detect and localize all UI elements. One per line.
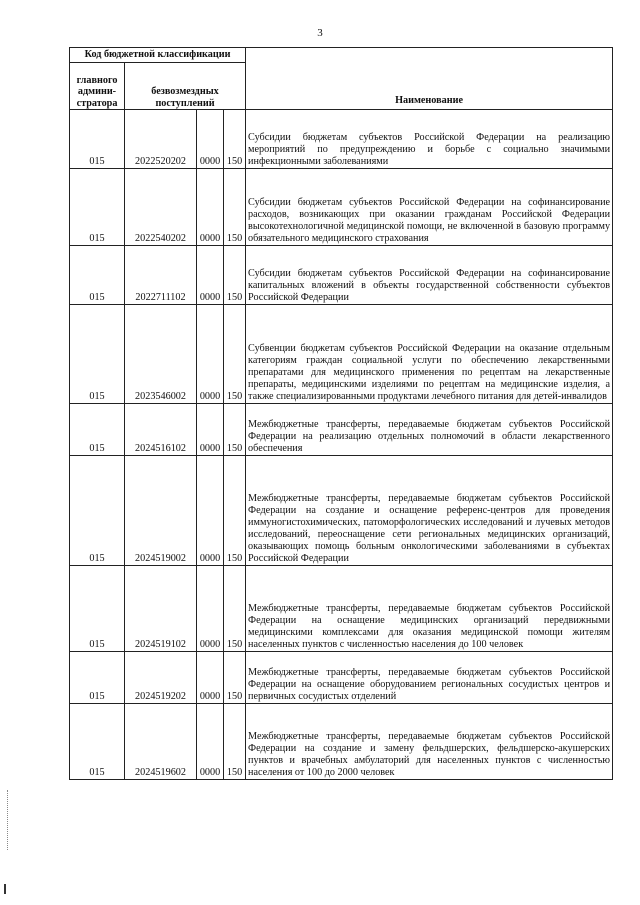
description-cell: Межбюджетные трансферты, передаваемые бюджетам субъектов Российской Федерации на реализацию отдельных полномочий в области лекарственного обеспечения xyxy=(246,404,613,456)
kind-code-cell: 150 xyxy=(224,704,246,780)
table-row xyxy=(70,110,613,169)
kind-code-cell: 150 xyxy=(224,404,246,456)
subcode-cell: 0000 xyxy=(197,169,224,246)
description-cell: Субсидии бюджетам субъектов Российской Федерации на софинансирование расходов, возникающих при оказании гражданам Российской Федерации высокотехнологичной медицинской помощи, не включенной в базовую программу обязательного медицинского страхования xyxy=(246,169,613,246)
kind-code-cell: 150 xyxy=(224,305,246,404)
admin-code-cell: 015 xyxy=(70,305,125,404)
header-classification-code: Код бюджетной классификации xyxy=(70,48,246,63)
subcode-cell: 0000 xyxy=(197,110,224,169)
table-row xyxy=(70,704,613,780)
header-admin: главного админи-стратора xyxy=(70,63,125,110)
subcode-cell: 0000 xyxy=(197,246,224,305)
kind-code-cell: 150 xyxy=(224,566,246,652)
table-row xyxy=(70,246,613,305)
budget-code-cell: 2022540202 xyxy=(125,169,197,246)
admin-code-cell: 015 xyxy=(70,404,125,456)
description-cell: Межбюджетные трансферты, передаваемые бюджетам субъектов Российской Федерации на оснащение оборудованием региональных сосудистых центров и первичных сосудистых отделений xyxy=(246,652,613,704)
admin-code-cell: 015 xyxy=(70,704,125,780)
table-row xyxy=(70,456,613,566)
budget-code-cell: 2023546002 xyxy=(125,305,197,404)
budget-code-cell: 2024519602 xyxy=(125,704,197,780)
description-cell: Межбюджетные трансферты, передаваемые бюджетам субъектов Российской Федерации на оснащение медицинских организаций передвижными медицинскими комплексами для оказания медицинской помощи жителям населенных пунктов с численностью населения до 100 человек xyxy=(246,566,613,652)
subcode-cell: 0000 xyxy=(197,456,224,566)
admin-code-cell: 015 xyxy=(70,169,125,246)
kind-code-cell: 150 xyxy=(224,652,246,704)
description-cell: Межбюджетные трансферты, передаваемые бюджетам субъектов Российской Федерации на создание и оснащение референс-центров для проведения иммуногистохимических, патоморфологических исследований и лучевых методов исследований, переоснащение сети региональных медицинских организаций, оказывающих помощь больным онкологическими заболеваниями в субъектах Российской Федерации xyxy=(246,456,613,566)
admin-code-cell: 015 xyxy=(70,652,125,704)
page-number: 3 xyxy=(317,27,323,39)
table-row xyxy=(70,404,613,456)
kind-code-cell: 150 xyxy=(224,246,246,305)
kind-code-cell: 150 xyxy=(224,169,246,246)
admin-code-cell: 015 xyxy=(70,566,125,652)
admin-code-cell: 015 xyxy=(70,110,125,169)
admin-code-cell: 015 xyxy=(70,456,125,566)
header-income: безвозмездных поступлений xyxy=(125,63,246,110)
description-cell: Субвенции бюджетам субъектов Российской Федерации на оказание отдельным категориям граждан социальной услуги по обеспечению лекарственными препаратами для медицинского применения по рецептам на лекарственные препараты, медицинскими изделиями по рецептам на медицинские изделия, а также специализированными продуктами лечебного питания для детей-инвалидов xyxy=(246,305,613,404)
margin-dots xyxy=(7,790,9,850)
budget-code-cell: 2024519102 xyxy=(125,566,197,652)
kind-code-cell: 150 xyxy=(224,456,246,566)
header-name: Наименование xyxy=(246,48,613,110)
table-row xyxy=(70,169,613,246)
budget-code-cell: 2024519202 xyxy=(125,652,197,704)
description-cell: Межбюджетные трансферты, передаваемые бюджетам субъектов Российской Федерации на создание и замену фельдшерских, фельдшерско-акушерских пунктов и врачебных амбулаторий для населенных пунктов с численностью населения от 100 до 2000 человек xyxy=(246,704,613,780)
description-cell: Субсидии бюджетам субъектов Российской Федерации на реализацию мероприятий по предупреждению и борьбе с социально значимыми инфекционными заболеваниями xyxy=(246,110,613,169)
description-cell: Субсидии бюджетам субъектов Российской Федерации на софинансирование капитальных вложений в объекты государственной собственности субъектов Российской Федерации xyxy=(246,246,613,305)
subcode-cell: 0000 xyxy=(197,704,224,780)
subcode-cell: 0000 xyxy=(197,404,224,456)
table-row xyxy=(70,652,613,704)
subcode-cell: 0000 xyxy=(197,305,224,404)
budget-code-cell: 2022711102 xyxy=(125,246,197,305)
subcode-cell: 0000 xyxy=(197,566,224,652)
budget-code-cell: 2022520202 xyxy=(125,110,197,169)
admin-code-cell: 015 xyxy=(70,246,125,305)
budget-code-cell: 2024519002 xyxy=(125,456,197,566)
table-row xyxy=(70,566,613,652)
kind-code-cell: 150 xyxy=(224,110,246,169)
margin-mark xyxy=(4,884,6,894)
budget-classification-table xyxy=(69,47,613,780)
subcode-cell: 0000 xyxy=(197,652,224,704)
table-row xyxy=(70,305,613,404)
budget-code-cell: 2024516102 xyxy=(125,404,197,456)
